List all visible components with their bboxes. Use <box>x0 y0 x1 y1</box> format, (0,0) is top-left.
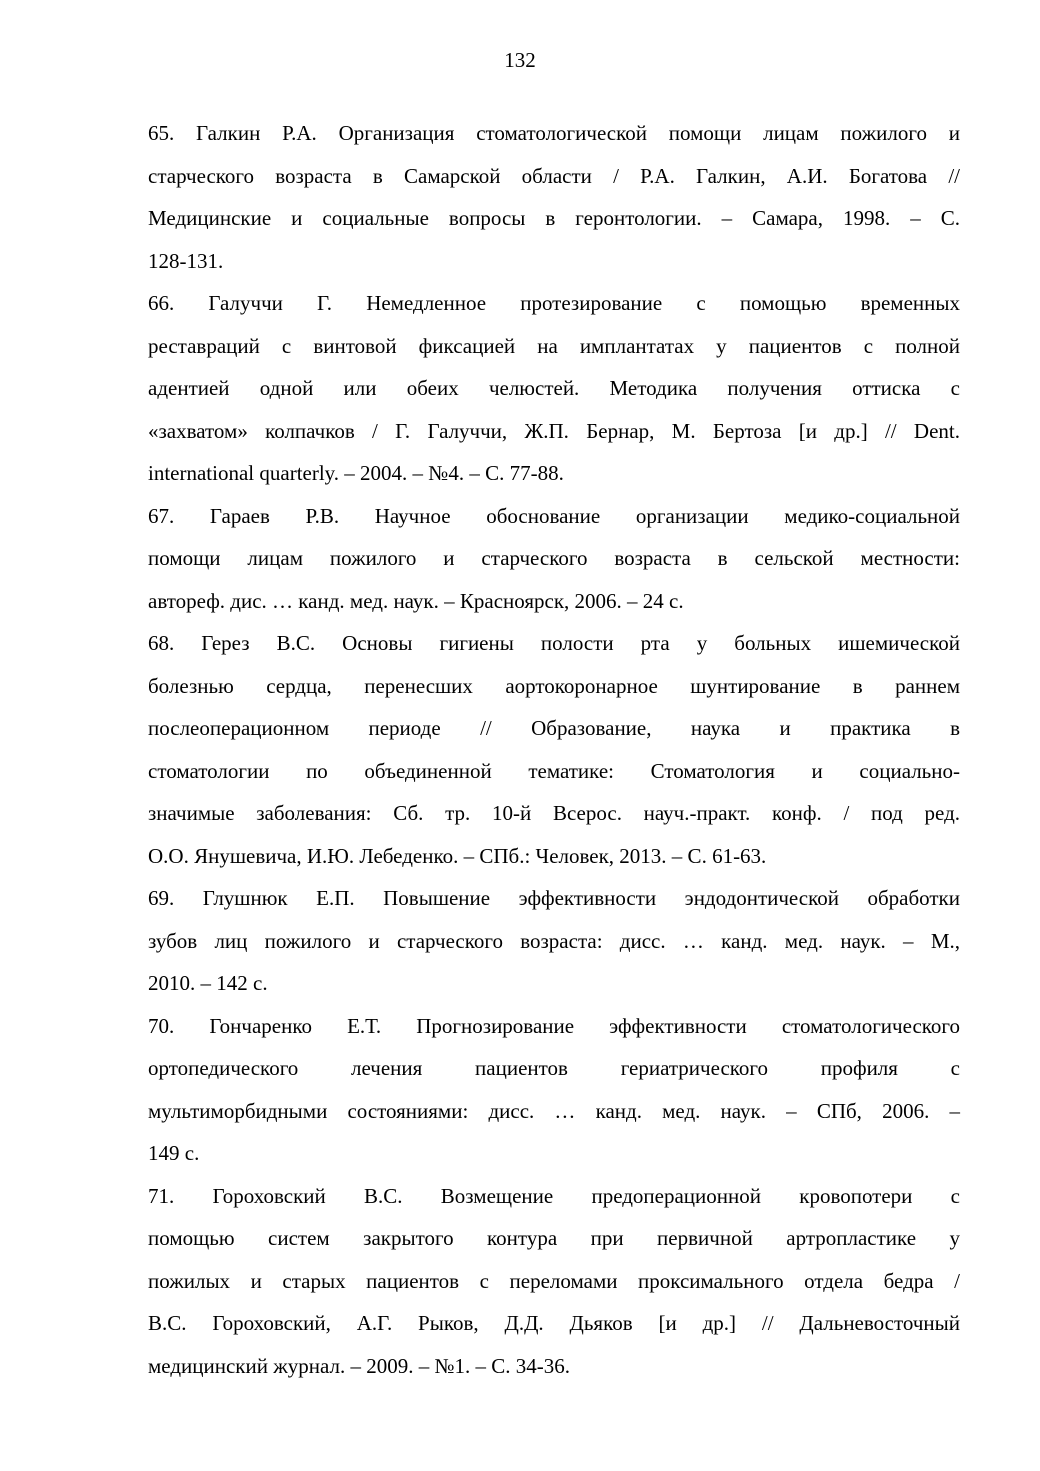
reference-line: адентией одной или обеих челюстей. Методика получения оттиска с <box>148 376 960 400</box>
page-number: 132 <box>504 48 536 72</box>
reference-list <box>148 112 960 1387</box>
reference-line: послеоперационном периоде // Образование, наука и практика в <box>148 716 960 740</box>
reference-line: значимые заболевания: Сб. тр. 10-й Всерос. науч.-практ. конф. / под ред. <box>148 801 960 825</box>
reference-line: зубов лиц пожилого и старческого возраста: дисс. … канд. мед. наук. – М., <box>148 928 960 953</box>
reference-item <box>148 112 960 282</box>
reference-line: 70. Гончаренко Е.Т. Прогнозирование эффективности стоматологического <box>148 1013 960 1038</box>
reference-line: 149 с. <box>148 1141 200 1165</box>
reference-line: автореф. дис. … канд. мед. наук. – Красноярск, 2006. – 24 с. <box>148 588 684 613</box>
reference-item <box>148 495 960 623</box>
reference-line: О.О. Янушевича, И.Ю. Лебеденко. – СПб.: Человек, 2013. – С. 61-63. <box>148 843 767 868</box>
reference-line: 128-131. <box>148 248 224 273</box>
reference-item <box>148 877 960 1005</box>
reference-line: 67. Гараев Р.В. Научное обоснование организации медико-социальной <box>148 503 960 528</box>
reference-line: 68. Герез В.С. Основы гигиены полости рта у больных ишемической <box>148 631 960 655</box>
reference-line: 71. Гороховский В.С. Возмещение предоперационной кровопотери с <box>148 1183 960 1208</box>
reference-line: 2010. – 142 с. <box>148 971 268 995</box>
reference-line: ортопедического лечения пациентов гериатрического профиля с <box>148 1056 960 1080</box>
reference-line: болезнью сердца, перенесших аортокоронарное шунтирование в раннем <box>148 673 960 698</box>
reference-line: стоматологии по объединенной тематике: Стоматология и социально- <box>148 758 960 783</box>
reference-line: international quarterly. – 2004. – №4. – С. 77-88. <box>148 461 564 485</box>
reference-line: пожилых и старых пациентов с переломами проксимального отдела бедра / <box>148 1268 960 1293</box>
reference-line: помощью систем закрытого контура при первичной артропластике у <box>148 1226 960 1250</box>
reference-item <box>148 1175 960 1388</box>
reference-item <box>148 622 960 877</box>
reference-line: реставраций с винтовой фиксацией на имплантатах у пациентов с полной <box>148 333 960 358</box>
reference-line: В.С. Гороховский, А.Г. Рыков, Д.Д. Дьяков [и др.] // Дальневосточный <box>148 1311 960 1335</box>
reference-line: мультиморбидными состояниями: дисс. … канд. мед. наук. – СПб, 2006. – <box>148 1098 960 1123</box>
reference-line: медицинский журнал. – 2009. – №1. – С. 34-36. <box>148 1353 570 1378</box>
reference-line: помощи лицам пожилого и старческого возраста в сельской местности: <box>148 546 960 570</box>
reference-line: старческого возраста в Самарской области / Р.А. Галкин, А.И. Богатова // <box>148 163 960 188</box>
reference-item <box>148 282 960 495</box>
reference-line: 69. Глушнюк Е.П. Повышение эффективности эндодонтической обработки <box>148 886 960 910</box>
reference-line: Медицинские и социальные вопросы в геронтологии. – Самара, 1998. – С. <box>148 206 960 230</box>
reference-line: «захватом» колпачков / Г. Галуччи, Ж.П. Бернар, М. Бертоза [и др.] // Dent. <box>148 418 960 443</box>
reference-line: 65. Галкин Р.А. Организация стоматологической помощи лицам пожилого и <box>148 121 960 145</box>
reference-item <box>148 1005 960 1175</box>
reference-line: 66. Галуччи Г. Немедленное протезирование с помощью временных <box>148 291 960 315</box>
